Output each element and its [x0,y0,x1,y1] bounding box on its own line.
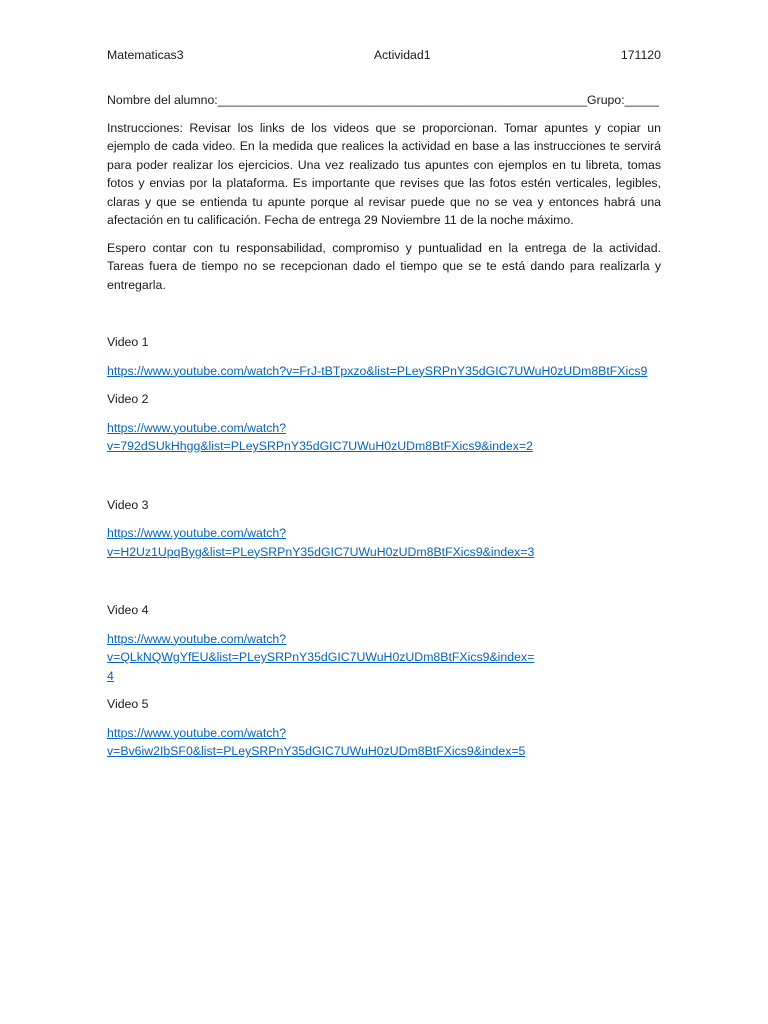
video-1-link-text[interactable]: https://www.youtube.com/watch?v=FrJ-tBTpxzo&list=PLeySRPnY35dGIC7UWuH0zUDm8BtFXics9 [107,363,648,378]
video-4-label: Video 4 [107,603,149,617]
video-2-label: Video 2 [107,392,149,406]
video-4-link-line-2[interactable]: v=QLkNQWgYfEU&list=PLeySRPnY35dGIC7UWuH0zUDm8BtFXics9&index=4 [107,650,535,683]
student-name-line: Nombre del alumno:______________________________________________________Grupo:_____ [107,93,659,107]
video-5-label: Video 5 [107,697,149,711]
code-label: 171120 [620,48,661,62]
video-5-link-line-1[interactable]: https://www.youtube.com/watch? [107,725,287,740]
video-2-link-line-2[interactable]: v=792dSUkHhgg&list=PLeySRPnY35dGIC7UWuH0zUDm8BtFXics9&index=2 [107,439,533,453]
instructions-paragraph: Instrucciones: Revisar los links de los videos que se proporcionan. Tomar apuntes y copiar un ejemplo de cada video. En la medida que realices la actividad en base a las instrucciones te servirá para poder realizar los ejercicios. Una vez realizado tus apuntes con ejemplos en tu libreta, tomas fotos y envias por la plataforma. Es importante que revises que las fotos estén verticales, legibles, claras y que se entienda tu apunte porque al revisar puede que no se vea y entonces habrá una afectación en tu calificación. Fecha de entrega 29 Noviembre 11 de la noche máximo. [107,120,661,227]
video-2-link-line-1[interactable]: https://www.youtube.com/watch? [107,420,287,435]
document-header [107,46,661,64]
activity-label: Actividad1 [373,48,431,62]
video-3-link-line-1[interactable]: https://www.youtube.com/watch? [107,526,287,540]
video-4-link-line-1[interactable]: https://www.youtube.com/watch? [107,631,287,646]
subject-label: Matematicas3 [107,48,184,62]
video-3-link-line-2[interactable]: v=H2Uz1UpqByg&list=PLeySRPnY35dGIC7UWuH0zUDm8BtFXics9&index=3 [107,544,535,559]
document-body [107,46,661,761]
video-3-link[interactable] [107,524,537,561]
video-1-label: Video 1 [107,335,149,349]
video-1-link[interactable] [107,362,661,381]
video-3-label: Video 3 [107,497,149,512]
video-5-link-line-2[interactable]: v=Bv6iw2IbSF0&list=PLeySRPnY35dGIC7UWuH0zUDm8BtFXics9&index=5 [107,744,526,758]
expectation-paragraph: Espero contar con tu responsabilidad, compromiso y puntualidad en la entrega de la actividad. Tareas fuera de tiempo no se recepcionan dado el tiempo que se te está dando para realizarla y entregarla. [107,240,661,292]
video-5-link[interactable] [107,724,537,761]
video-2-link[interactable] [107,419,537,456]
video-4-link[interactable] [107,630,537,686]
